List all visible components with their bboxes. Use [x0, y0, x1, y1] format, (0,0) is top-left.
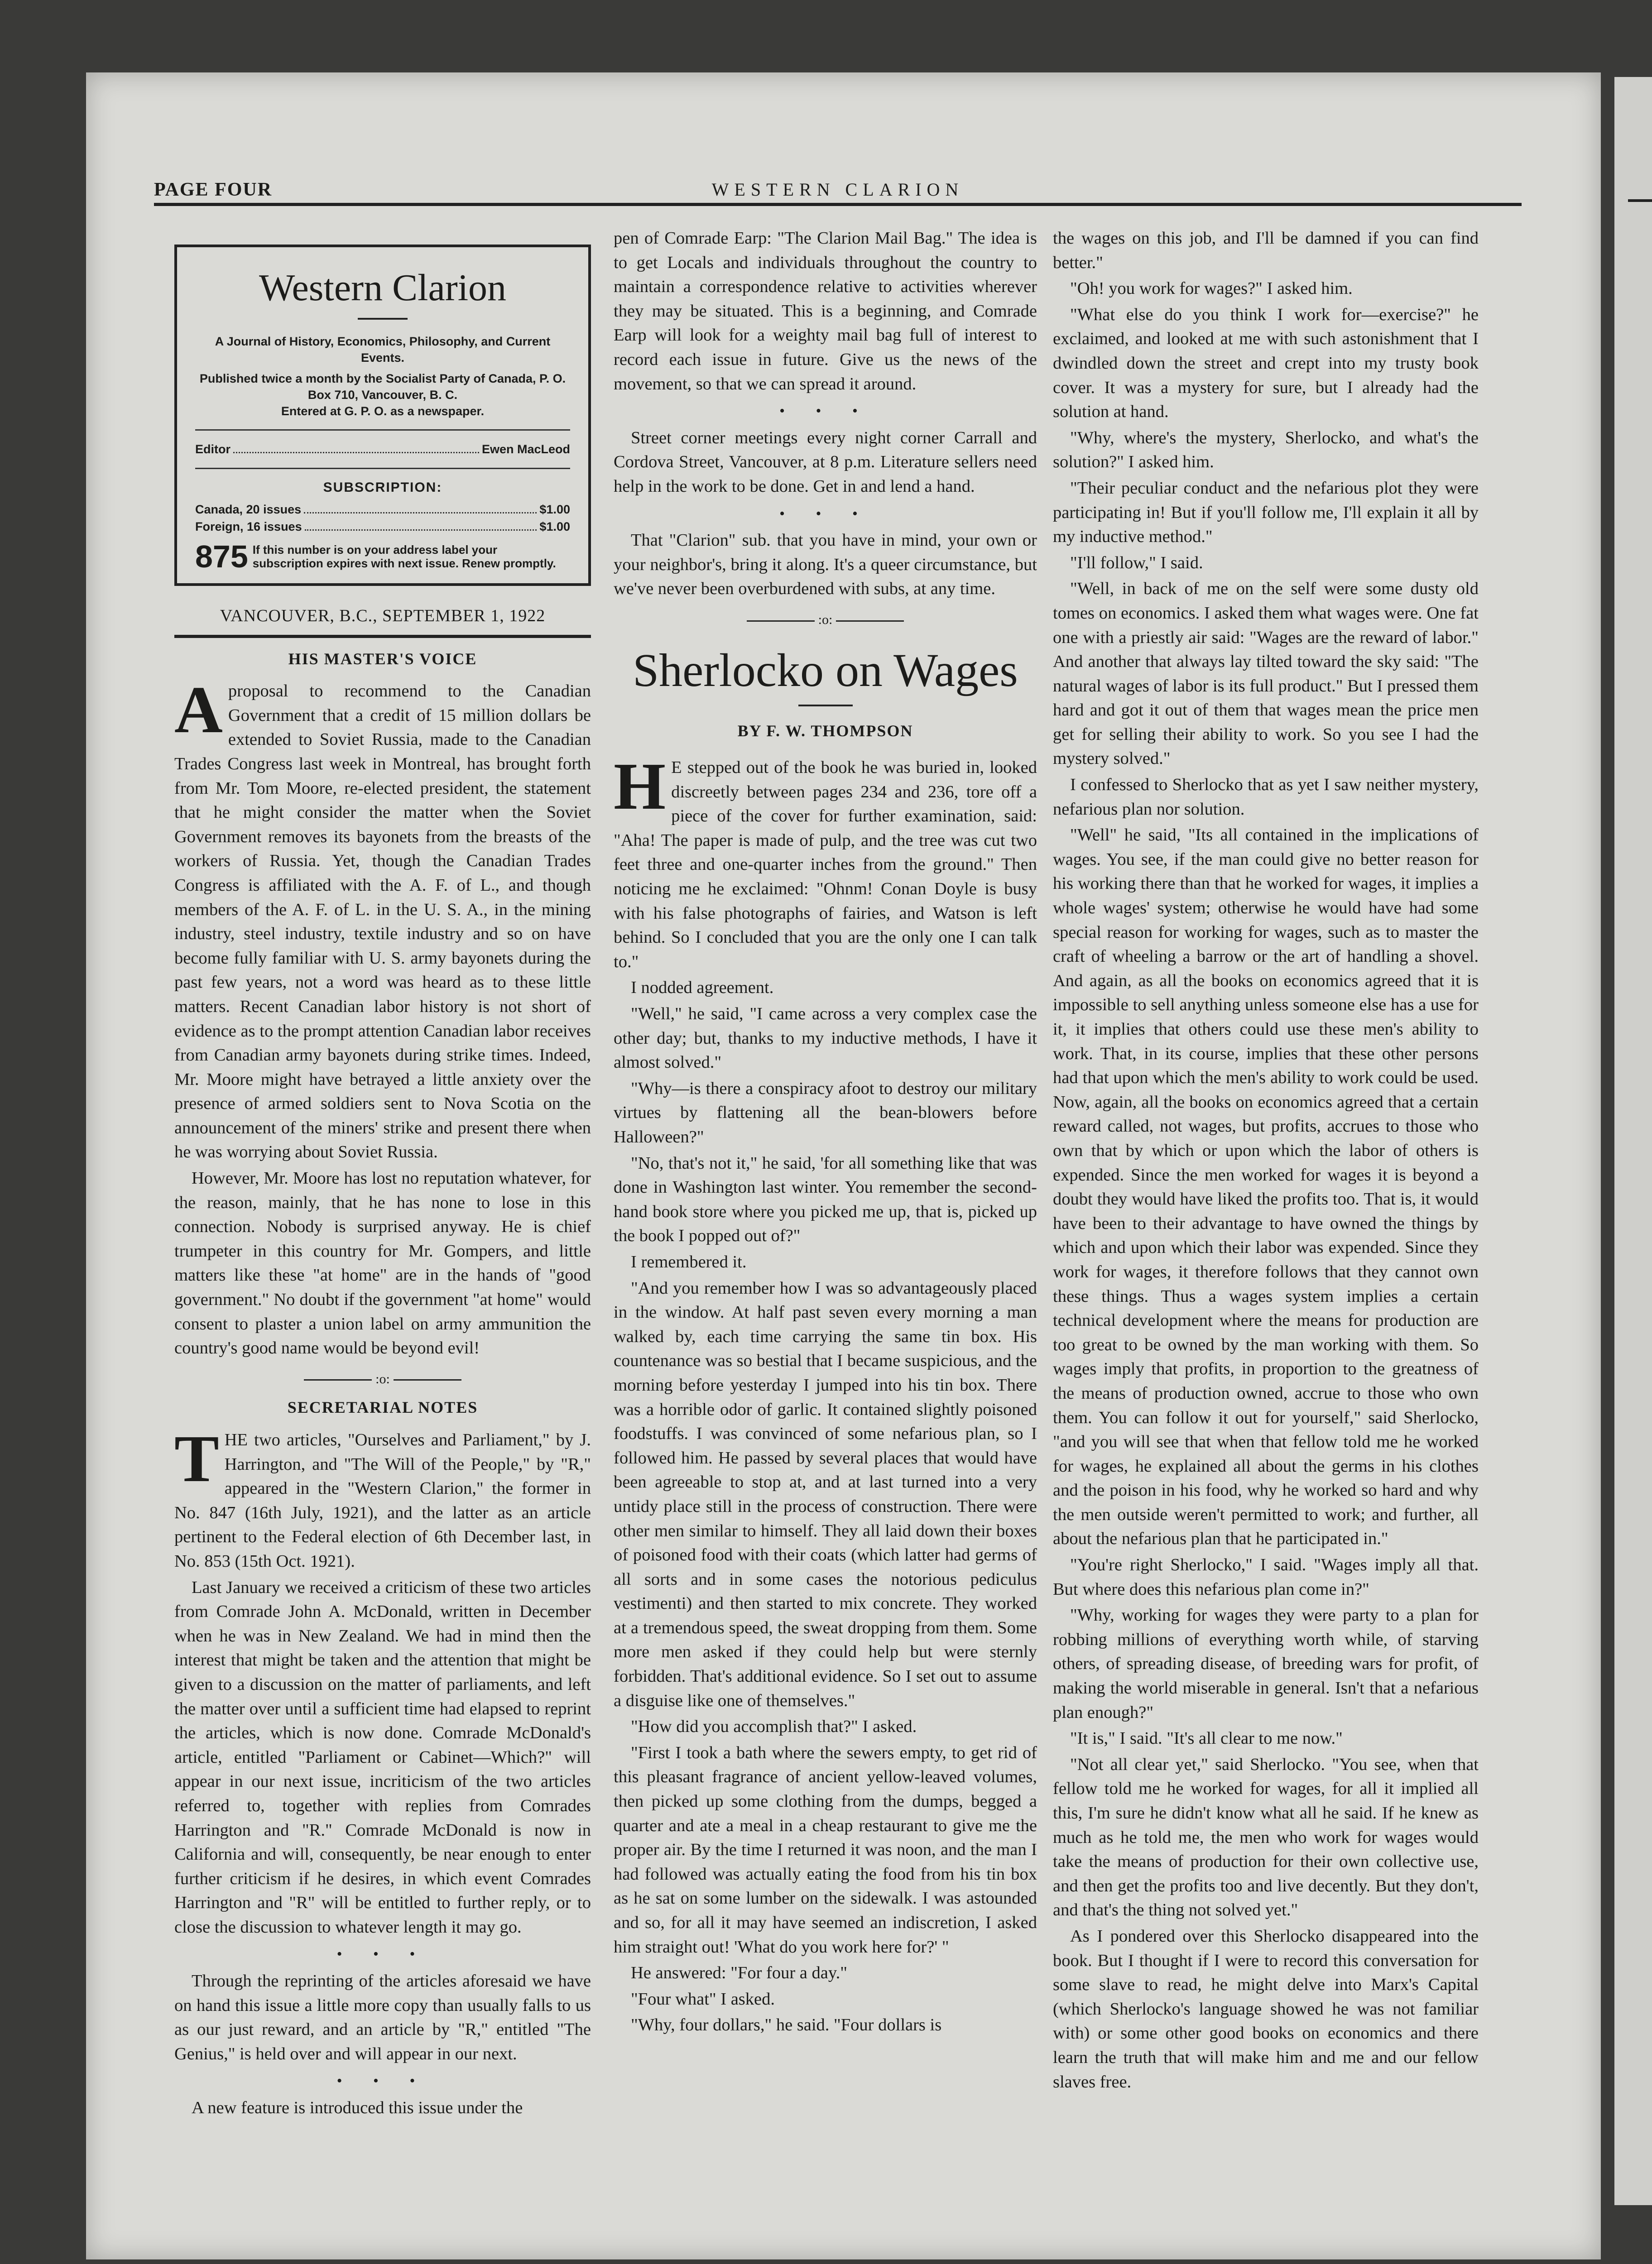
sherlocko-paragraph: I nodded agreement.	[631, 978, 774, 998]
sherlocko-paragraph: "It is," I said. "It's all clear to me now."	[1070, 1729, 1343, 1748]
article-title-secretarial-notes: SECRETARIAL NOTES	[287, 1398, 478, 1417]
masthead-entered: Entered at G. P. O. as a newspaper.	[281, 404, 485, 418]
sec-paragraph: That "Clarion" sub. that you have in mind, your own or your neighbor's, bring it along. It's a queer circumstance, but we've never been overburdened with subs, at any time.	[614, 531, 1037, 599]
dateline-rule	[174, 635, 591, 638]
header-rule	[154, 203, 1522, 206]
section-divider: :o:	[174, 1367, 591, 1391]
masthead-rule	[195, 468, 570, 469]
renewal-notice	[195, 541, 570, 572]
sherlocko-paragraph: "What else do you think I work for—exercise?" he exclaimed, and looked at me with such astonishment that I dwindled down the street and crept into my trusty book cover. It was a mystery for sure, but I already had the solution at hand.	[1053, 305, 1479, 422]
drop-cap: A	[174, 673, 223, 748]
masthead-ornament	[358, 318, 408, 320]
sherlocko-paragraph: "No, that's not it," he said, 'for all something like that was done in Washington last winter. You remember the second-hand book store where you picked me up, that is, picked up the book I popped out of?"	[614, 1153, 1037, 1246]
masthead-title: Western Clarion	[259, 267, 507, 309]
sec-paragraph: Through the reprinting of the articles aforesaid we have on hand this issue a little more copy than usually falls to us as our just reward, and an article by "R," entitled "The Genius," is held over and will appear in our next.	[174, 1971, 591, 2063]
drop-cap: H	[614, 749, 666, 824]
sherlocko-paragraph: "I'll follow," I said.	[1070, 553, 1203, 572]
star-separator: • • •	[779, 505, 871, 522]
hmv-paragraph: However, Mr. Moore has lost no reputation whatever, for the reason, mainly, that he has none to lose in this connection. Nobody is surprised anyway. He is chief trumpeter in this country for Mr. Gompers, and little matters like these "at home" are in the hands of "good government." No doubt if the government "at home" would consent to plaster a union label on army ammunition the country's good name would be beyond evil!	[174, 1169, 591, 1358]
sherlocko-paragraph: "Well, in back of me on the self were some dusty old tomes on economics. I asked them what wages were. One fat one with a priestly air said: "Wages are the reward of labor." And another that always lay tilted toward the sky said: "The natural wages of labor is its full product." But I pressed them hard and got it out of them that wages mean the price men get for selling their ability to work. So you see I had the mystery solved."	[1053, 579, 1479, 768]
leader-dots	[305, 519, 537, 531]
sherlocko-paragraph: I confessed to Sherlocko that as yet I saw neither mystery, nefarious plan nor solution.	[1053, 775, 1479, 819]
masthead-tagline: A Journal of History, Economics, Philosophy, and Current Events.	[215, 335, 551, 365]
sec-paragraph: A new feature is introduced this issue under the	[192, 2098, 523, 2118]
star-separator: • • •	[336, 1946, 429, 1963]
dateline: VANCOUVER, B.C., SEPTEMBER 1, 1922	[220, 606, 546, 625]
masthead-box	[174, 245, 591, 586]
issue-number: 875	[195, 539, 248, 574]
leader-dots	[233, 442, 479, 453]
sub1-price: $1.00	[539, 503, 570, 516]
renewal-text: If this number is on your address label your subscription expires with next issue. Renew promptly.	[252, 543, 556, 570]
sherlocko-paragraph: "Oh! you work for wages?" I asked him.	[1070, 279, 1353, 298]
adjacent-page-edge	[1614, 77, 1652, 2205]
sherlocko-paragraph: "Why, where's the mystery, Sherlocko, and what's the solution?" I asked him.	[1053, 428, 1479, 472]
sec-paragraph: Last January we received a criticism of these two articles from Comrade John A. McDonald, written in December when he was in New Zealand. We had in mind then the interest that might be taken and the attention that might be given to a discussion on the matter of parliaments, and left the matter over until a sufficient time had elapsed to reprint the articles, which is now done. Comrade McDonald's article, entitled "Parliament or Cabinet—Which?" will appear in our next issue, incriticism of the two articles referred to, together with replies from Comrades Harrington and "R." Comrade McDonald is now in California and will, consequently, be near enough to enter further criticism if he desires, in which event Comrades Harrington and "R" will be entitled to further reply, or to close the discussion to whatever length it may go.	[174, 1578, 591, 1937]
page-header	[154, 179, 1522, 206]
sub2-label: Foreign, 16 issues	[195, 520, 302, 533]
sub1-label: Canada, 20 issues	[195, 503, 302, 516]
sherlocko-paragraph: "Four what" I asked.	[631, 1989, 775, 2009]
masthead-publish: Published twice a month by the Socialist Party of Canada, P. O. Box 710, Vancouver, B. C.	[199, 372, 566, 402]
sherlocko-paragraph: "Why—is there a conspiracy afoot to destroy our military virtues by flattening all the bean-blowers before Halloween?"	[614, 1079, 1037, 1146]
sherlocko-paragraph: "Why, four dollars," he said. "Four dollars is	[631, 2015, 942, 2035]
column-1	[174, 226, 591, 2122]
sherlocko-paragraph: I remembered it.	[631, 1252, 747, 1271]
column-3	[1053, 226, 1479, 2096]
editor-row	[195, 441, 570, 458]
byline: BY F. W. THOMPSON	[737, 721, 913, 740]
sherlocko-paragraph: As I pondered over this Sherlocko disappeared into the book. But I thought if I were to record this conversation for some slave to read, he might delve into Marx's Capital (which Sherlocko's language showed he was not familiar with) or some other good books on economics and there learn the truth that will make him and me and our fellow slaves free.	[1053, 1926, 1479, 2091]
sherlocko-paragraph: "You're right Sherlocko," I said. "Wages imply all that. But where does this nefarious plan come in?"	[1053, 1555, 1479, 1599]
hmv-paragraph: Aproposal to recommend to the Canadian Government that a credit of 15 million dollars be extended to Soviet Russia, made to the Canadian Trades Congress last week in Montreal, has brought forth from Mr. Tom Moore, re-elected president, the statement that he might consider the matter when the Soviet Government removes its bayonets from the breasts of the workers of Russia. Yet, though the Canadian Trades Congress is affiliated with the A. F. of L., and though members of the A. F. of L. in the U. S. A., in the mining industry, steel industry, textile industry and so on have become fully familiar with U. S. army bayonets during the past few years, not a word was heard as to these little matters. Recent Canadian labor history is not short of evidence as to the prompt attention Canadian labor receives from Canadian army bayonets during strike times. Indeed, Mr. Moore might have betrayed a little anxiety over the presence of armed soldiers sent to Nova Scotia on the announcement of the miners' strike and present there when he was worrying about Soviet Russia.	[174, 673, 591, 1162]
sec-paragraph: THE two articles, "Ourselves and Parliament," by J. Harrington, and "The Will of the People," by "R," appeared in the "Western Clarion," the former in No. 847 (16th July, 1921), and the latter as an article pertinent to the Federal election of 6th December last, in No. 853 (15th Oct. 1921).	[174, 1422, 591, 1571]
drop-cap: T	[174, 1422, 219, 1496]
leader-dots	[304, 502, 537, 513]
article-title-sherlocko: Sherlocko on Wages	[633, 644, 1018, 696]
sherlocko-paragraph: "And you remember how I was so advantageously placed in the window. At half past seven every morning a man walked by, each time carrying the same tin box. His countenance was so bestial that I became suspicious, and the morning before yesterday I jumped into his tin box. There was a horrible odor of garlic. It contained slightly poisoned foodstuffs. I was convinced of some nefarious plan, so I followed him. He passed by several places that would have been agreeable to stop at, and at last turned into a very untidy place still in the process of construction. There were other men similar to himself. They all laid down their boxes of poisoned food with their coats (which latter had germs of all sorts and in some cases the notorious pediculus vestimenti) and then started to mix concrete. They worked at a tremendous speed, the sweat dropping from them. Some more men asked if they could help but were sternly forbidden. That's additional evidence. So I set out to assume a disguise like one of themselves."	[614, 1278, 1037, 1710]
adjacent-page-rule	[1628, 199, 1652, 202]
title-rule	[798, 705, 853, 706]
sherlocko-paragraph: "Why, working for wages they were party to a plan for robbing millions of everything worth while, of starving others, of spreading disease, of breeding wars for profit, of making the world miserable in general. Isn't that a nefarious plan enough?"	[1053, 1606, 1479, 1722]
sherlocko-paragraph: the wages on this job, and I'll be damned if you can find better."	[1053, 229, 1479, 272]
sub2-price: $1.00	[539, 520, 570, 533]
sec-paragraph: pen of Comrade Earp: "The Clarion Mail Bag." The idea is to get Locals and individuals throughout the country to maintain a correspondence relative to activities wherever they may be situated. This is a beginning, and Comrade Earp will look for a weighty mail bag full of interest to record each issue in future. Give us the news of the movement, so that we can spread it around.	[614, 229, 1037, 393]
star-separator: • • •	[336, 2072, 429, 2090]
editor-label: Editor	[195, 442, 231, 456]
sherlocko-paragraph: "Their peculiar conduct and the nefarious plot they were participating in! But if you'll follow me, I'll explain it all by my inductive method."	[1053, 478, 1479, 547]
sherlocko-paragraph: He answered: "For four a day."	[631, 1963, 847, 1983]
page-label: PAGE FOUR	[154, 179, 273, 200]
sherlocko-paragraph: "Well," he said, "I came across a very complex case the other day; but, thanks to my inductive methods, I have it almost solved."	[614, 1004, 1037, 1072]
sherlocko-paragraph: H E stepped out of the book he was buried in, looked discreetly between pages 234 and 236, tore off a piece of the cover for further examination, said: "Aha! The paper is made of pulp, and the tree was cut two feet three and one-quarter inches from the ground." Then noticing me he exclaimed: "Ohnm! Conan Doyle is busy with his false photographs of fairies, and Watson is left behind. So I concluded that you are the only one I can talk to."	[614, 749, 1037, 971]
subscription-heading: SUBSCRIPTION:	[323, 480, 442, 495]
subscription-row-foreign	[195, 518, 570, 535]
paper-title: WESTERN CLARION	[711, 179, 964, 200]
sherlocko-paragraph: "Well" he said, "Its all contained in the implications of wages. You see, if the man could give no better reason for his working there than that he worked for wages, it implies a whole wages' system; otherwise he would have had some special reason for working for wages, such as to master the craft of wheeling a barrow or the art of handling a shovel. And again, as all the books on economics agreed that it is impossible to sell anything unless someone else has a use for it, it implies that others could use these men's ability to work. That, in its course, implies that these other persons had that upon which the men's ability to work could be used. Now, again, all the books on economics agreed that a certain reward called, not wages, but profits, accrues to those who own that by which or upon which the labor of others is expended. Since the men worked for wages it is beyond a doubt they would have liked the profits too. That is, it would have been to their advantage to have owned the things by which and upon which their labor was expended. Since they work for wages, it therefore follows that they cannot own these things. Thus a wages system implies a certain technical development where the means for production are too great to be owned by the man working with them. So wages imply that profits, in proportion to the greatness of the means of production owned, accrue to those who own them. You can follow it out for yourself," said Sherlocko, "and you will see that when that fellow told me he worked for wages, he explained all about the germs in his clothes and the poison in his food, why he worked so hard and why the men outside weren't permitted to work; and further, all about the nefarious plan that he participated in."	[1053, 825, 1479, 1549]
sec-paragraph: Street corner meetings every night corner Carrall and Cordova Street, Vancouver, at 8 p.m. Literature sellers need help in the work to be done. Get in and lend a hand.	[614, 428, 1037, 496]
section-divider: :o:	[614, 608, 1037, 632]
sherlocko-paragraph: "First I took a bath where the sewers empty, to get rid of this pleasant fragrance of ancient yellow-leaved volumes, then picked up some clothing from the dumps, begged a quarter and ate a meal in a cheap restaurant to give me the proper air. By the time I returned it was noon, and the man I had followed was actually eating the food from his tin box as he sat on some lumber on the sidewalk. I was astounded and so, for all it may have seemed an indiscretion, I asked him straight out! 'What do you work here for?' "	[614, 1743, 1037, 1957]
sherlocko-paragraph: "Not all clear yet," said Sherlocko. "You see, when that fellow told me he worked for wages, for all it implied all this, I'm sure he didn't know what all he said. If he knew as much as he told me, the men who work for wages would take the means of production for their own collective use, and then get the profits too and live decently. But they don't, and that's the thing not solved yet."	[1053, 1755, 1479, 1920]
article-title-his-masters-voice: HIS MASTER'S VOICE	[288, 649, 477, 668]
editor-name: Ewen MacLeod	[481, 442, 570, 456]
masthead-rule	[195, 429, 570, 431]
star-separator: • • •	[779, 403, 871, 420]
subscription-row-canada	[195, 501, 570, 518]
column-2	[614, 226, 1037, 2039]
sherlocko-paragraph: "How did you accomplish that?" I asked.	[631, 1717, 917, 1736]
